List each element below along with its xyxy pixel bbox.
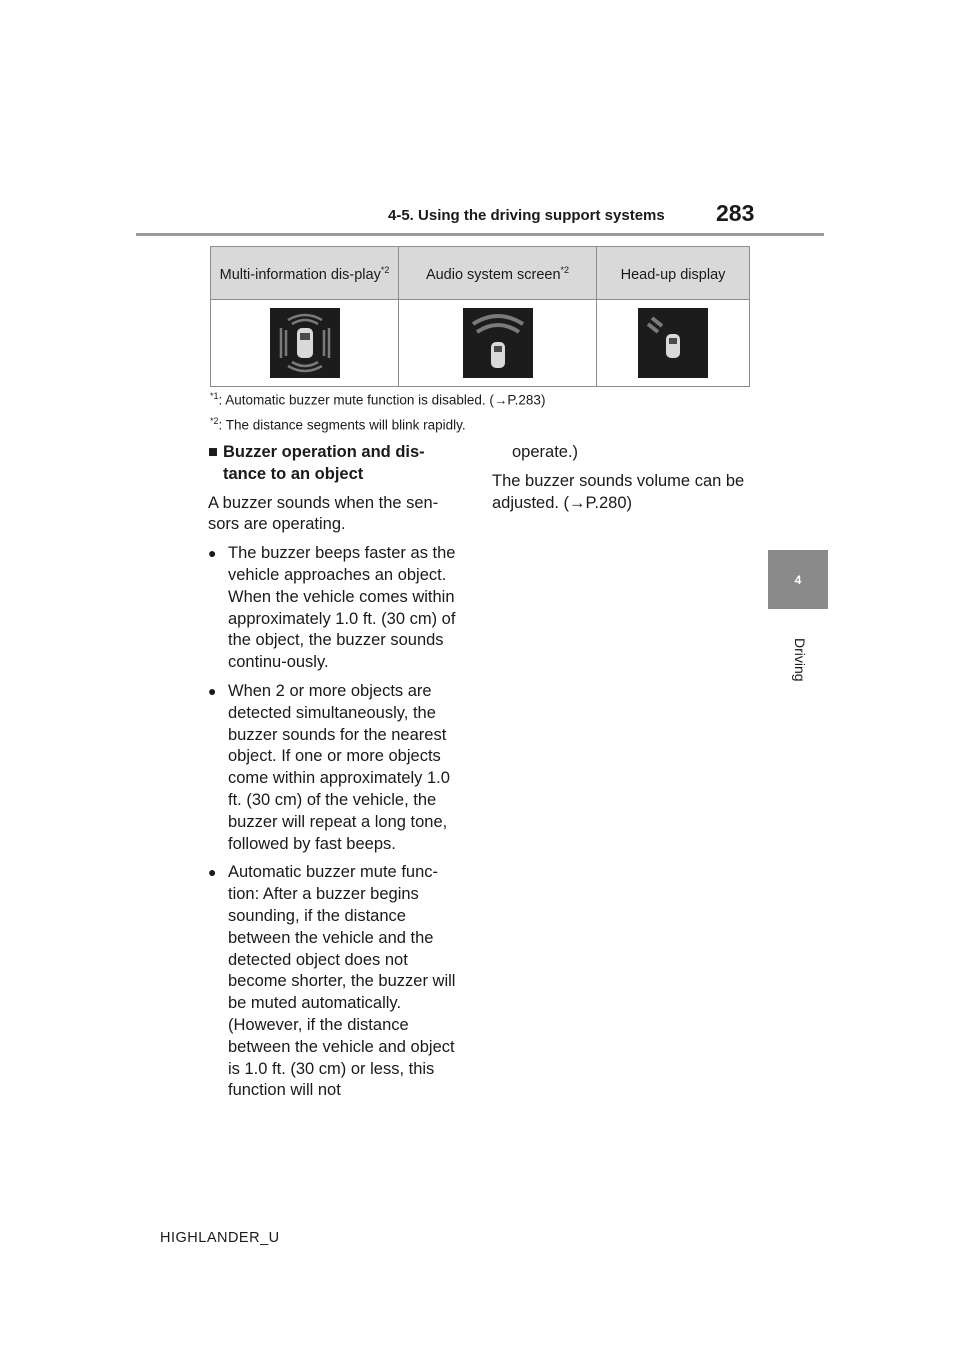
bullet-dot-icon: ● [208, 545, 217, 562]
footer-model: HIGHLANDER_U [160, 1230, 280, 1246]
table-cell [211, 300, 399, 387]
list-item: ● The buzzer beeps faster as the vehicle approaches an object. When the vehicle comes within approximately 1.0 ft. (30 cm) of the object, the buzzer sounds continu-ously. [208, 543, 466, 674]
square-bullet-icon: ■ [208, 443, 218, 461]
right-column [492, 442, 752, 521]
table-cell [597, 300, 750, 387]
volume-note: The buzzer sounds volume can be adjusted. (→P.280) [492, 471, 745, 512]
car-sensor-display-icon [270, 308, 340, 378]
bullet-dot-icon: ● [208, 864, 217, 881]
left-column [208, 442, 466, 1109]
display-table [210, 246, 750, 387]
table-cell [399, 300, 597, 387]
chapter-label: Driving [792, 638, 808, 682]
page-number: 283 [716, 200, 755, 226]
list-item: ● Automatic buzzer mute func-tion: After a buzzer begins sounding, if the distance between the vehicle and the detected object does not become shorter, the buzzer will be muted automatically. (However, if the distance between the vehicle and object is 1.0 ft. (30 cm) or less, this function will not [208, 862, 466, 1102]
table-header: Head-up display [597, 247, 750, 300]
table-header: Audio system screen$^{*2}$ [399, 247, 597, 300]
footnote: $^{*2}$: The distance segments will blink rapidly. [210, 416, 466, 433]
footnote: $^{*1}$: Automatic buzzer mute function is disabled. (→P.283) [210, 391, 546, 408]
car-sensor-display-icon [638, 308, 708, 378]
list-item: ● When 2 or more objects are detected simultaneously, the buzzer sounds for the nearest object. If one or more objects come within approximately 1.0 ft. (30 cm) of the vehicle, the buzzer will repeat a long tone, followed by fast beeps. [208, 681, 466, 855]
section-heading: ■ Buzzer operation and dis-tance to an object [208, 442, 466, 486]
header-rule [136, 233, 824, 236]
continued-text: operate.) [512, 443, 579, 461]
bullet-dot-icon: ● [208, 682, 217, 699]
chapter-number: 4 [794, 572, 802, 587]
intro-paragraph: A buzzer sounds when the sen-sors are operating. [208, 493, 439, 534]
chapter-tab [768, 550, 828, 609]
section-title: 4-5. Using the driving support systems [388, 207, 665, 224]
car-sensor-display-icon [463, 308, 533, 378]
table-header: Multi-information dis-play$^{*2}$ [211, 247, 399, 300]
